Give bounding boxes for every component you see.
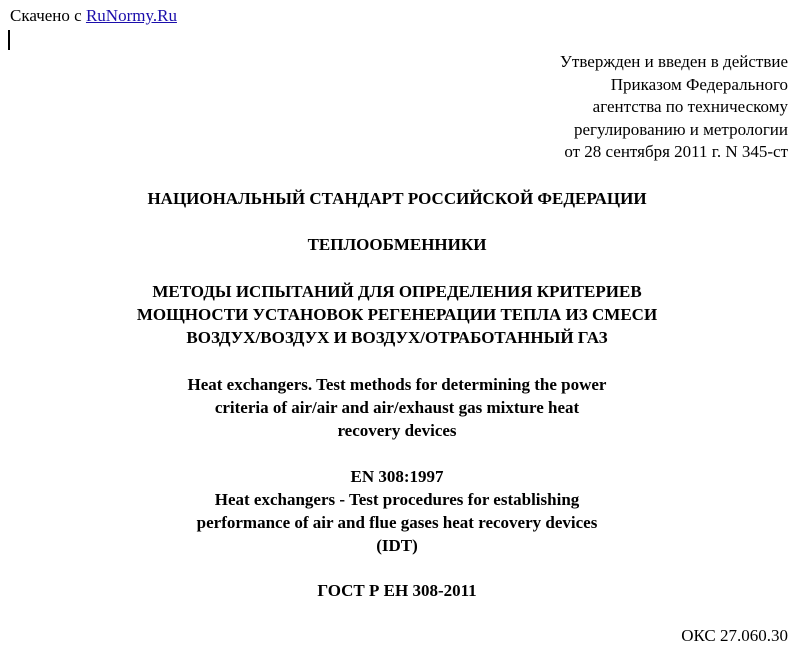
approval-line: регулированию и метрологии — [573, 119, 788, 139]
approval-line: агентства по техническому — [592, 97, 788, 116]
methods-title-line: ВОЗДУХ/ВОЗДУХ И ВОЗДУХ/ОТРАБОТАННЫЙ ГАЗ — [186, 328, 608, 347]
en-standard-degree: (IDT) — [376, 536, 418, 555]
source-link[interactable]: RuNormy.Ru — [85, 6, 177, 25]
approval-line: Утвержден и введен в действие — [559, 52, 788, 71]
methods-title — [0, 280, 794, 349]
english-title-line: recovery devices — [337, 421, 457, 440]
gost-number: ГОСТ Р ЕН 308-2011 — [317, 581, 477, 600]
english-title-line: Heat exchangers. Test methods for determining the power — [187, 375, 607, 394]
product-heading: ТЕПЛООБМЕННИКИ — [307, 235, 487, 254]
en-standard-title-line: performance of air and flue gases heat recovery devices — [196, 513, 598, 532]
approval-line: от 28 сентября 2011 г. N 345-ст — [564, 142, 788, 161]
source-line — [10, 6, 177, 26]
en-standard-title-line: Heat exchangers - Test procedures for establishing — [214, 490, 580, 509]
english-title — [0, 373, 794, 442]
national-standard-heading: НАЦИОНАЛЬНЫЙ СТАНДАРТ РОССИЙСКОЙ ФЕДЕРАЦИИ — [147, 189, 647, 208]
approval-line: Приказом Федерального — [610, 74, 788, 94]
en-standard-block — [0, 465, 794, 557]
english-title-line: criteria of air/air and air/exhaust gas mixture heat — [214, 398, 580, 417]
methods-title-line: МЕТОДЫ ИСПЫТАНИЙ ДЛЯ ОПРЕДЕЛЕНИЯ КРИТЕРИЕВ — [152, 282, 642, 301]
oks-code: ОКС 27.060.30 — [681, 626, 788, 645]
text-cursor — [8, 30, 10, 50]
methods-title-line: МОЩНОСТИ УСТАНОВОК РЕГЕНЕРАЦИИ ТЕПЛА ИЗ СМЕСИ — [136, 305, 658, 324]
en-standard-code: EN 308:1997 — [350, 467, 444, 486]
approval-block — [560, 51, 788, 164]
source-prefix: Скачено с — [10, 6, 82, 25]
